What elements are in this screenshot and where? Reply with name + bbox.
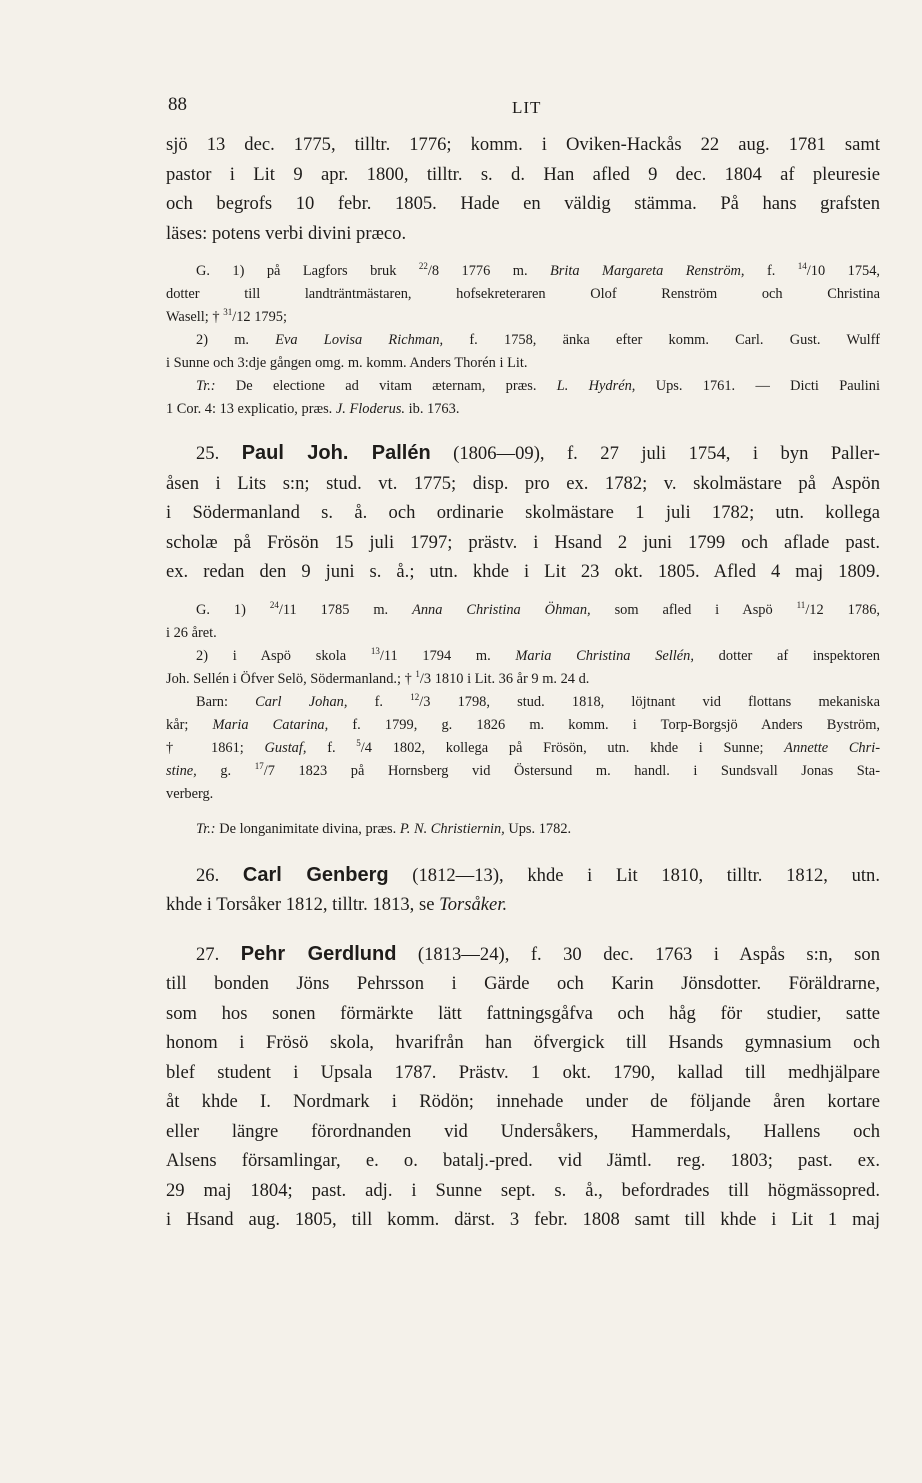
text-run: kår;: [166, 716, 213, 733]
superscript: 11: [796, 599, 806, 610]
text-run: /4 1802, kollega på Frösön, utn. khde i Sunne;: [360, 739, 785, 756]
superscript: 1: [415, 668, 420, 679]
text-run: scholæ på Frösön 15 juli 1797; prästv. i Hsand 2 juni 1799 och aflade past.: [166, 531, 880, 553]
text-run: /12 1795;: [232, 309, 287, 325]
text-line: [166, 189, 880, 219]
text-run: läses: potens verbi divini præco.: [166, 222, 407, 244]
page-number: 88: [168, 94, 187, 115]
text-run: Tr.:: [196, 820, 216, 837]
text-line: [166, 439, 880, 469]
text-run: (1806—09), f. 27 juli 1754, i byn Paller-: [430, 443, 880, 464]
superscript: 24: [269, 599, 279, 610]
text-line: [166, 999, 880, 1029]
text-run: G. 1) på Lagfors bruk: [196, 263, 419, 279]
text-run: pastor i Lit 9 apr. 1800, tilltr. s. d. Han afled 9 dec. 1804 af pleuresie: [166, 163, 880, 185]
text-run: i Sunne och 3:dje gången omg. m. komm. Anders Thorén i Lit.: [166, 355, 528, 371]
text-line: [166, 375, 880, 398]
text-run: P. N. Christiernin,: [399, 820, 505, 837]
text-line: [166, 469, 880, 499]
paragraph-gap: [166, 841, 880, 861]
superscript: 5: [356, 737, 361, 748]
text-line: [166, 1058, 880, 1088]
text-run: Carl Johan,: [255, 693, 348, 710]
text-run: Ups. 1761. — Dicti Paulini: [635, 378, 880, 394]
text-line: [166, 283, 880, 306]
text-line: [166, 160, 880, 190]
text-run: som afled i Aspö: [590, 601, 797, 618]
superscript: 22: [418, 261, 428, 271]
text-run: De longanimitate divina, præs.: [215, 820, 400, 837]
text-line: [166, 668, 880, 691]
text-run: f. 1799, g. 1826 m. komm. i Torp-Borgsjö Anders Byström,: [328, 716, 880, 733]
text-line: [166, 1087, 880, 1117]
text-run: Ups. 1782.: [504, 820, 572, 837]
text-line: [166, 969, 880, 999]
text-run: J. Floderus.: [335, 401, 406, 417]
text-run: /10 1754,: [806, 263, 880, 279]
text-run: åt khde I. Nordmark i Rödön; innehade under de följande åren kortare: [166, 1091, 880, 1112]
text-line: [166, 940, 880, 970]
text-run: 26.: [196, 864, 243, 886]
text-run: eller längre förordnanden vid Undersåkers, Hammerdals, Hallens och: [166, 1120, 880, 1142]
text-run: 2) m.: [196, 332, 276, 348]
text-run: (1812—13), khde i Lit 1810, tilltr. 1812, utn.: [388, 864, 880, 886]
text-run: ib. 1763.: [405, 401, 460, 417]
paragraph-gap: [166, 806, 880, 818]
text-run: verberg.: [166, 785, 214, 802]
text-run: Barn:: [196, 693, 256, 710]
text-line: [166, 1028, 880, 1058]
text-run: /3 1798, stud. 1818, löjtnant vid flottans mekaniska: [419, 693, 880, 710]
text-run: dotter af inspektoren: [693, 647, 880, 664]
text-run: Gustaf,: [264, 739, 307, 756]
book-page: [166, 88, 880, 1235]
text-line: [166, 352, 880, 375]
text-run: 25.: [196, 443, 242, 464]
text-line: [166, 1176, 880, 1206]
text-run: khde i Torsåker 1812, tilltr. 1813, se: [166, 894, 440, 915]
superscript: 13: [370, 645, 380, 656]
text-line: [166, 557, 880, 587]
text-run: Eva Lovisa Richman,: [275, 332, 444, 348]
text-line: [166, 306, 880, 329]
superscript: 12: [410, 691, 420, 702]
text-line: [166, 691, 880, 714]
text-line: [166, 219, 880, 249]
text-run: G. 1): [196, 601, 270, 618]
text-run: stine,: [166, 762, 197, 779]
text-run: Anna Christina Öhman,: [412, 601, 591, 618]
text-run: g.: [196, 762, 255, 779]
text-run: /3 1810 i Lit. 36 år 9 m. 24 d.: [419, 670, 590, 687]
text-run: 1 Cor. 4: 13 explicatio, præs.: [166, 401, 336, 417]
text-run: åsen i Lits s:n; stud. vt. 1775; disp. pro ex. 1782; v. skolmästare på Aspön: [166, 472, 880, 494]
text-run: Annette Chri-: [784, 739, 880, 756]
text-line: [166, 818, 880, 841]
text-line: [166, 260, 880, 283]
text-run: † 1861;: [166, 739, 265, 756]
text-line: [166, 622, 880, 645]
paragraph-gap: [166, 248, 880, 260]
text-run: Joh. Sellén i Öfver Selö, Södermanland.; †: [166, 670, 416, 687]
text-run: /12 1786,: [805, 601, 880, 618]
body-text: [166, 130, 880, 1235]
text-run: L. Hydrén,: [556, 378, 636, 394]
text-run: Alsens församlingar, e. o. batalj.-pred. vid Jämtl. reg. 1803; past. ex.: [166, 1150, 880, 1171]
text-run: 2) i Aspö skola: [196, 647, 371, 664]
text-line: [166, 890, 880, 920]
text-line: [166, 861, 880, 891]
text-run: Torsåker.: [439, 894, 508, 915]
text-run: /8 1776 m.: [427, 263, 550, 279]
paragraph-gap: [166, 587, 880, 599]
page-header: [166, 88, 880, 118]
text-run: 27.: [196, 943, 241, 965]
text-line: [166, 783, 880, 806]
text-run: Maria Catarina,: [212, 716, 329, 733]
text-run: sjö 13 dec. 1775, tilltr. 1776; komm. i Oviken-Hackås 22 aug. 1781 samt: [166, 134, 880, 155]
text-line: [166, 498, 880, 528]
text-run: f.: [744, 263, 798, 279]
text-run: i Södermanland s. å. och ordinarie skolmästare 1 juli 1782; utn. kollega: [166, 502, 880, 523]
text-run: Maria Christina Sellén,: [515, 647, 694, 664]
text-run: ex. redan den 9 juni s. å.; utn. khde i Lit 23 okt. 1805. Afled 4 maj 1809.: [166, 561, 880, 582]
text-run: och begrofs 10 febr. 1805. Hade en väldig stämma. På hans grafsten: [166, 193, 880, 214]
superscript: 14: [797, 261, 807, 271]
text-line: [166, 599, 880, 622]
text-run: till bonden Jöns Pehrsson i Gärde och Karin Jönsdotter. Föräldrarne,: [166, 973, 880, 994]
text-run: som hos sonen förmärkte lätt fattningsgåfva och håg för studier, satte: [166, 1002, 880, 1024]
running-title: LIT: [512, 98, 542, 117]
paragraph-gap: [166, 421, 880, 439]
text-run: dotter till landträntmästaren, hofsekreteraren Olof Renström och Christina: [166, 286, 880, 302]
text-run: /11 1785 m.: [278, 601, 413, 618]
text-line: [166, 130, 880, 160]
text-line: [166, 737, 880, 760]
entry-name: Pehr Gerdlund: [240, 942, 397, 965]
entry-name: Carl Genberg: [242, 863, 389, 886]
text-line: [166, 1205, 880, 1235]
text-run: i 26 året.: [166, 624, 217, 641]
text-line: [166, 1146, 880, 1176]
text-run: honom i Frösö skola, hvarifrån han öfvergick till Hsands gymnasium och: [166, 1032, 880, 1053]
text-run: /7 1823 på Hornsberg vid Östersund m. handl. i Sundsvall Jonas Sta-: [263, 762, 880, 779]
text-run: f. 1758, änka efter komm. Carl. Gust. Wulff: [443, 332, 880, 348]
text-line: [166, 645, 880, 668]
text-run: De electione ad vitam æternam, præs.: [215, 378, 557, 394]
entry-name: Paul Joh. Pallén: [241, 442, 431, 464]
text-run: /11 1794 m.: [379, 647, 516, 664]
text-run: (1813—24), f. 30 dec. 1763 i Aspås s:n, son: [396, 943, 880, 965]
text-run: Tr.:: [196, 378, 216, 394]
superscript: 31: [223, 307, 233, 317]
text-run: Brita Margareta Renström,: [550, 263, 745, 279]
text-line: [166, 528, 880, 558]
text-run: 29 maj 1804; past. adj. i Sunne sept. s. å., befordrades till högmässopred.: [166, 1179, 880, 1201]
text-run: blef student i Upsala 1787. Prästv. 1 okt. 1790, kallad till medhjälpare: [166, 1061, 880, 1083]
text-line: [166, 329, 880, 352]
text-line: [166, 760, 880, 783]
text-run: Wasell; †: [166, 309, 224, 325]
paragraph-gap: [166, 920, 880, 940]
text-run: f.: [347, 693, 411, 710]
text-line: [166, 714, 880, 737]
text-line: [166, 398, 880, 421]
superscript: 17: [254, 760, 264, 771]
text-run: i Hsand aug. 1805, till komm. därst. 3 febr. 1808 samt till khde i Lit 1 maj: [166, 1209, 880, 1230]
text-run: f.: [306, 739, 357, 756]
text-line: [166, 1117, 880, 1147]
